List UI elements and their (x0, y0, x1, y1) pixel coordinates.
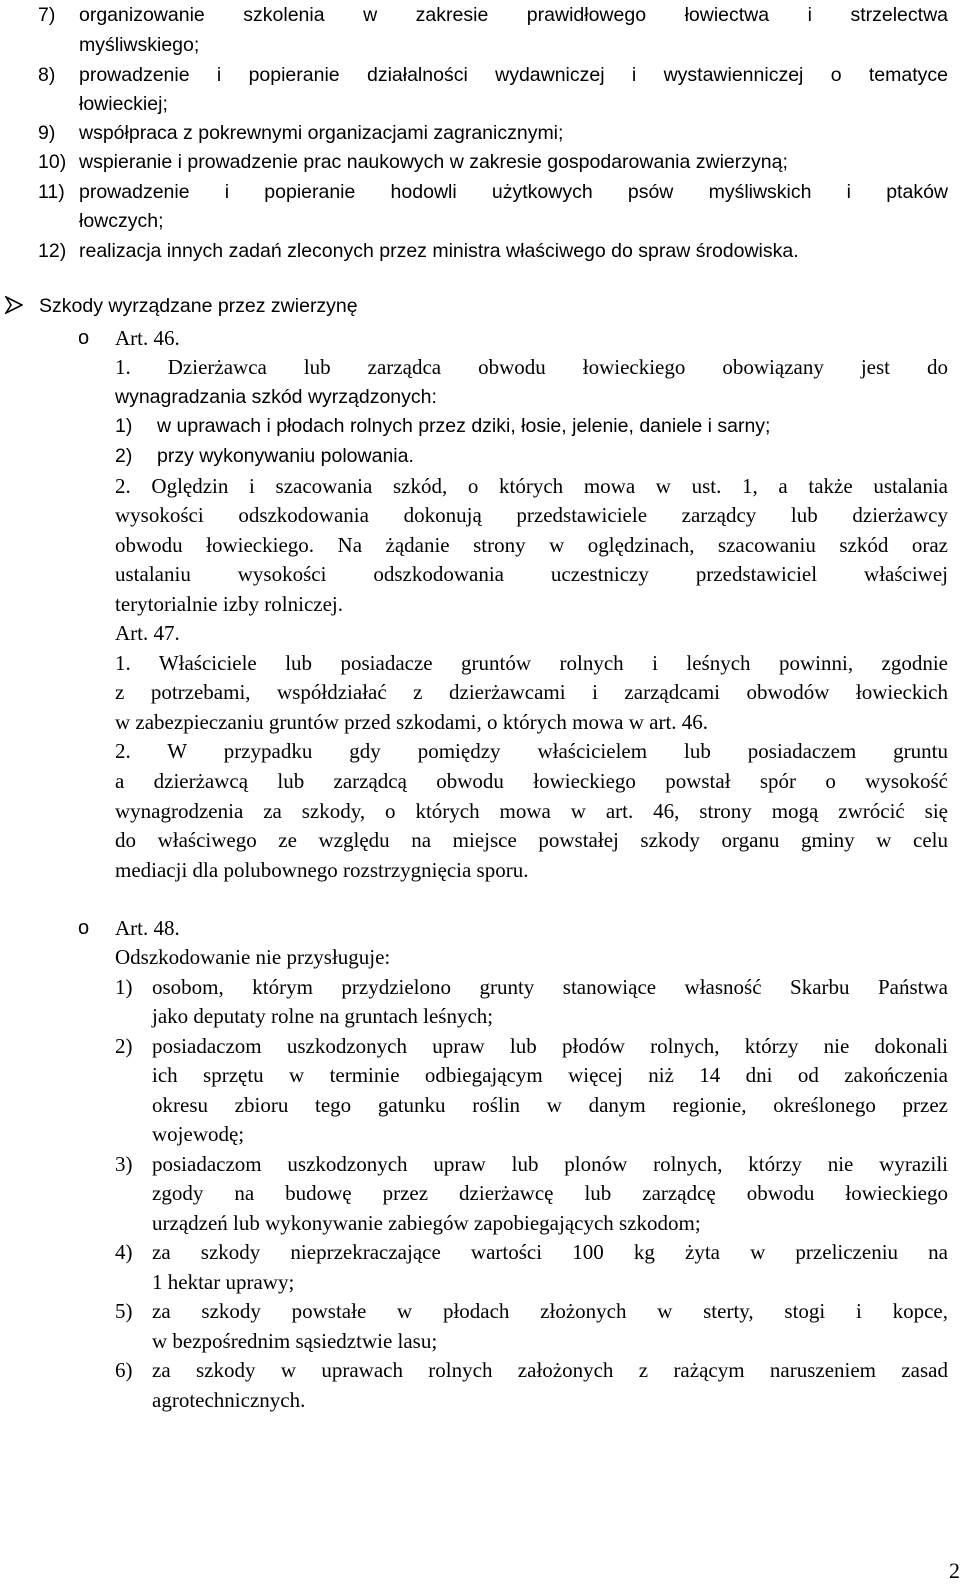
list-item-text: za szkody w uprawach rolnych założonych z rażącym naruszeniem zasad (152, 1358, 948, 1382)
article-title: Art. 48. (115, 916, 180, 940)
list-item-text: posiadaczom uszkodzonych upraw lub płodów rolnych, którzy nie dokonali (152, 1034, 948, 1058)
list-item-continuation: 1 hektar uprawy; (152, 1270, 295, 1294)
list-item-continuation: łowczych; (79, 210, 164, 232)
section-heading: Szkody wyrządzane przez zwierzynę (39, 295, 358, 317)
list-item-continuation: urządzeń lub wykonywanie zabiegów zapobiegających szkodom; (152, 1211, 701, 1235)
paragraph-line: terytorialnie izby rolniczej. (115, 592, 343, 616)
list-item-continuation: łowieckiej; (79, 93, 168, 115)
paragraph-line: wynagrodzenia za szkody, o których mowa w art. 46, strony mogą zwrócić się (115, 799, 948, 823)
list-number: 4) (115, 1240, 133, 1264)
circle-bullet-icon: o (78, 917, 90, 939)
list-item-text: przy wykonywaniu polowania. (157, 445, 414, 467)
paragraph-line: 1. Właściciele lub posiadacze gruntów rolnych i leśnych powinni, zgodnie (115, 651, 948, 675)
list-item-text: organizowanie szkolenia w zakresie prawidłowego łowiectwa i strzelectwa (79, 4, 948, 26)
paragraph-line: ustalaniu wysokości odszkodowania uczestniczy przedstawiciel właściwej (115, 562, 948, 586)
list-number: 2) (115, 445, 133, 467)
list-item-text: prowadzenie i popieranie hodowli użytkowych psów myśliwskich i ptaków (79, 181, 948, 203)
list-number: 1) (115, 415, 133, 437)
list-item-continuation: ich sprzętu w terminie odbiegającym więcej niż 14 dni od zakończenia (152, 1063, 948, 1087)
article-title: Art. 47. (115, 621, 180, 645)
list-number: 3) (115, 1152, 133, 1176)
paragraph-line: 2. Oględzin i szacowania szkód, o których mowa w ust. 1, a także ustalania (115, 474, 948, 498)
paragraph-line: a dzierżawcą lub zarządcą obwodu łowieckiego powstał spór o wysokość (115, 769, 948, 793)
list-item-text: osobom, którym przydzielono grunty stanowiące własność Skarbu Państwa (152, 975, 948, 999)
list-number: 11) (38, 181, 65, 203)
list-number: 6) (115, 1358, 133, 1382)
list-item-continuation: jako deputaty rolne na gruntach leśnych; (152, 1004, 494, 1028)
paragraph-line: do właściwego ze względu na miejsce powstałej szkody organu gminy w celu (115, 828, 948, 852)
list-item-text: wspieranie i prowadzenie prac naukowych w zakresie gospodarowania zwierzyną; (79, 151, 788, 173)
article-title: Art. 46. (115, 326, 180, 350)
list-item-text: prowadzenie i popieranie działalności wydawniczej i wystawienniczej o tematyce (79, 64, 948, 86)
paragraph-line: 2. W przypadku gdy pomiędzy właścicielem lub posiadaczem gruntu (115, 739, 948, 763)
list-item-continuation: myśliwskiego; (79, 34, 200, 56)
list-number: 2) (115, 1034, 133, 1058)
paragraph-line: obwodu łowieckiego. Na żądanie strony w oględzinach, szacowaniu szkód oraz (115, 533, 948, 557)
list-item-continuation: agrotechnicznych. (152, 1388, 306, 1412)
list-item-continuation: okresu zbioru tego gatunku roślin w danym regionie, określonego przez (152, 1093, 948, 1117)
arrow-bullet-icon (5, 296, 23, 314)
paragraph-line: Odszkodowanie nie przysługuje: (115, 945, 391, 969)
page-number: 2 (949, 1558, 960, 1583)
list-number: 1) (115, 975, 133, 999)
list-item-continuation: w bezpośrednim sąsiedztwie lasu; (152, 1329, 438, 1353)
list-item-text: za szkody powstałe w płodach złożonych w sterty, stogi i kopce, (152, 1299, 948, 1323)
list-item-text: realizacja innych zadań zleconych przez ministra właściwego do spraw środowiska. (79, 240, 799, 262)
paragraph-line: 1. Dzierżawca lub zarządca obwodu łowieckiego obowiązany jest do (115, 355, 948, 379)
paragraph-line: mediacji dla polubownego rozstrzygnięcia sporu. (115, 858, 529, 882)
list-item-text: w uprawach i płodach rolnych przez dziki, łosie, jelenie, daniele i sarny; (157, 415, 771, 437)
list-number: 8) (38, 64, 56, 86)
list-item-text: współpraca z pokrewnymi organizacjami zagranicznymi; (79, 122, 564, 144)
circle-bullet-icon: o (78, 327, 90, 349)
list-item-continuation: zgody na budowę przez dzierżawcę lub zarządcę obwodu łowieckiego (152, 1181, 948, 1205)
list-number: 5) (115, 1299, 133, 1323)
paragraph-line: z potrzebami, współdziałać z dzierżawcami i zarządcami obwodów łowieckich (115, 680, 948, 704)
paragraph-line: w zabezpieczaniu gruntów przed szkodami, o których mowa w art. 46. (115, 710, 709, 734)
list-item-text: posiadaczom uszkodzonych upraw lub plonów rolnych, którzy nie wyrazili (152, 1152, 948, 1176)
list-number: 7) (38, 4, 56, 26)
list-item-text: za szkody nieprzekraczające wartości 100 kg żyta w przeliczeniu na (152, 1240, 948, 1264)
list-number: 9) (38, 122, 56, 144)
list-item-continuation: wojewodę; (152, 1122, 245, 1146)
list-number: 10) (38, 151, 67, 173)
paragraph-line: wysokości odszkodowania dokonują przedstawiciele zarządcy lub dzierżawcy (115, 503, 948, 527)
paragraph-line: wynagradzania szkód wyrządzonych: (115, 386, 437, 408)
list-number: 12) (38, 240, 67, 262)
